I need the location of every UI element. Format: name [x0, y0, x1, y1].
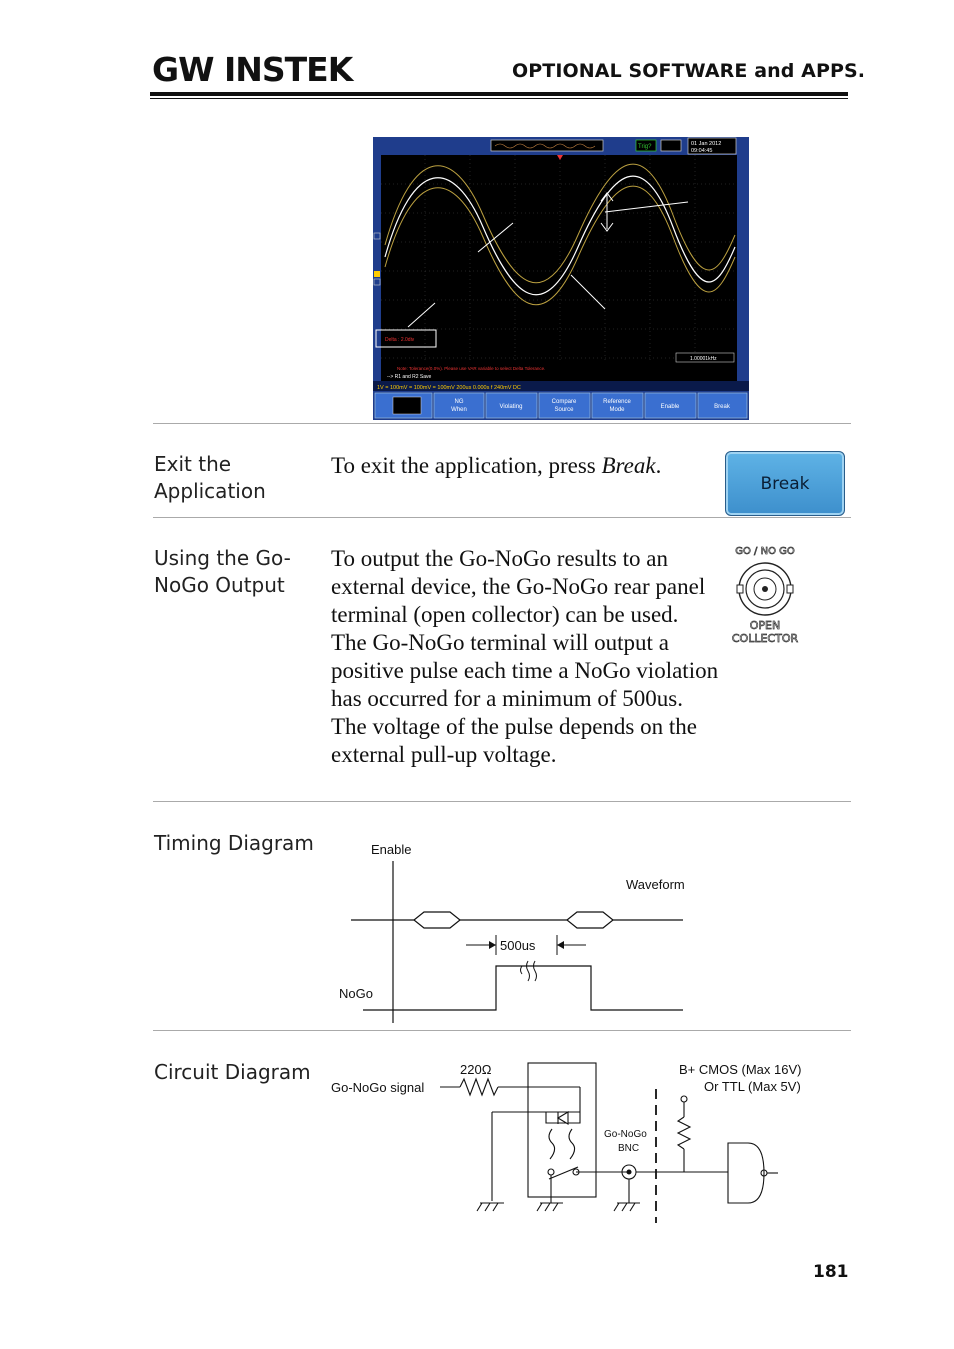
header-rule [150, 92, 848, 96]
exit-text-prefix: To exit the application, press [331, 453, 602, 478]
timing-waveform-label: Waveform [626, 877, 685, 892]
header-rule-thin [150, 98, 848, 99]
gw-instek-logo [152, 50, 353, 89]
svg-text:Source: Source [554, 407, 574, 413]
delta-label: Delta : 2.0div [385, 337, 415, 343]
softkey-enable: Enable [660, 404, 680, 410]
section-title: OPTIONAL SOFTWARE and APPS. [512, 60, 866, 82]
svg-text:NG: NG [454, 399, 464, 405]
scope-time: 09:04:45 [691, 148, 713, 154]
exit-text-key: Break [601, 453, 656, 478]
exit-label: Exit the Application [154, 452, 266, 503]
circuit-supply-label-2: Or TTL (Max 5V) [704, 1079, 801, 1094]
timing-pulse-label: 500us [500, 938, 536, 953]
connector-top-label: GO / NO GO [735, 546, 795, 557]
timing-nogo-label: NoGo [339, 986, 373, 1001]
output-label: Using the Go-NoGo Output [154, 546, 291, 597]
timing-label: Timing Diagram [154, 831, 314, 855]
exit-text [331, 452, 661, 480]
exit-text-suffix: . [655, 453, 662, 478]
page-number: 181 [813, 1262, 849, 1282]
section-divider [153, 423, 851, 424]
circuit-resistor-label: 220Ω [460, 1062, 492, 1077]
softkey-violating: Violating [499, 404, 523, 410]
connector-bottom-label-2: COLLECTOR [731, 632, 799, 645]
section-divider [153, 517, 851, 518]
status-bar: 1V = 100mV = 100mV = 100mV 200us 0.000s f 240mV DC [377, 385, 521, 391]
softkey-break: Break [714, 404, 730, 410]
section-divider [153, 1030, 851, 1031]
circuit-bnc-label-2: BNC [618, 1143, 640, 1154]
svg-text:Compare: Compare [551, 399, 577, 405]
circuit-supply-label-1: B+ CMOS (Max 16V) [679, 1062, 802, 1077]
logo-text: GW INSTEK [152, 50, 353, 89]
circuit-signal-label: Go-NoGo signal [331, 1080, 425, 1095]
section-divider [153, 801, 851, 802]
svg-text:Reference: Reference [603, 399, 631, 405]
trig-status: Trig? [638, 144, 652, 150]
timing-diagram [330, 835, 710, 1030]
svg-text:Mode: Mode [609, 407, 625, 413]
timing-enable-label: Enable [371, 842, 412, 857]
oscilloscope-screenshot [373, 137, 749, 420]
connector-bottom-label-1: OPEN [749, 619, 781, 632]
scope-msg2: --> R1 and R2 Save [387, 374, 432, 380]
output-text: To output the Go-NoGo results to an external device, the Go-NoGo rear panel terminal (open collector) can be used. The Go-NoGo terminal will output a positive pulse each time a NoGo violation has occurred for a minimum of 500us. The voltage of the pulse depends on the external pull-up voltage. [331, 546, 719, 767]
circuit-diagram [330, 1055, 830, 1225]
scope-date: 01 Jan 2012 [691, 141, 722, 147]
go-nogo-connector-icon [724, 543, 806, 647]
freq-readout: 1.00001kHz [690, 356, 717, 362]
break-button[interactable]: Break [725, 451, 845, 516]
circuit-bnc-label-1: Go-NoGo [604, 1129, 647, 1140]
scope-msg1: Note: Tolerance(0.0%). Please use VAR variable to select Delta Tolerance. [397, 366, 546, 371]
circuit-label: Circuit Diagram [154, 1060, 311, 1084]
svg-text:When: When [451, 407, 467, 413]
